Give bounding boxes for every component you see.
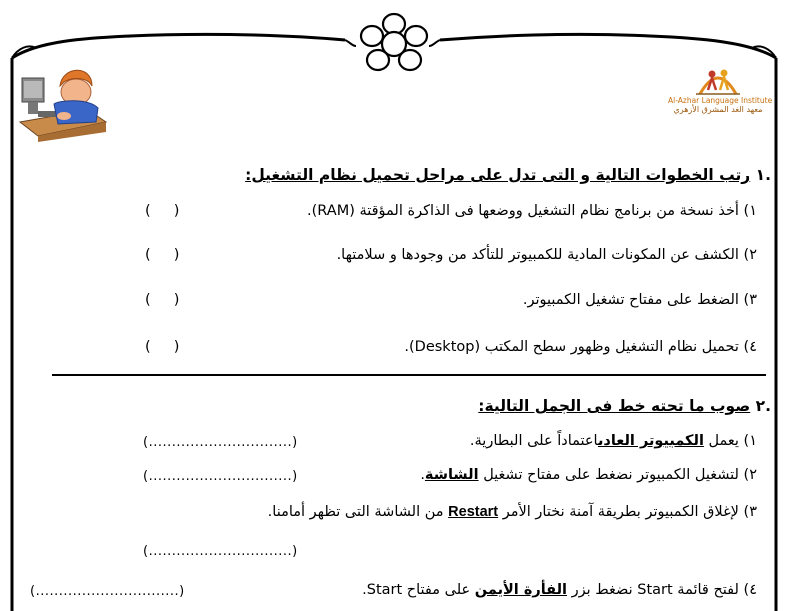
flower-icon: [356, 12, 432, 76]
q2-heading: [478, 397, 771, 415]
q2-item-4-pre: ٤) لفتح قائمة Start نضغط بزر: [567, 582, 757, 598]
q2-item-4: [362, 582, 757, 598]
q2-item-3-post: من الشاشة التى تظهر أمامنا.: [267, 504, 449, 520]
q1-heading: [245, 166, 771, 184]
q2-item-3-pre: ٣) لإغلاق الكمبيوتر بطريقة آمنة نختار الأمر: [498, 504, 757, 520]
institute-logo: [668, 60, 773, 114]
q1-answer-2[interactable]: ( ): [145, 247, 180, 263]
q2-item-1-underlined: الكمبيوتر العادى: [597, 433, 704, 449]
q2-item-2-post: .: [420, 467, 425, 483]
q2-item-2-underlined: الشاشة: [424, 467, 479, 483]
q1-answer-4[interactable]: ( ): [145, 339, 180, 355]
q2-item-2-pre: ٢) لتشغيل الكمبيوتر نضغط على مفتاح تشغيل: [478, 467, 757, 483]
q2-title: صوب ما تحته خط فى الجمل التالية:: [478, 397, 751, 415]
q2-item-1-post: اعتماداً على البطارية.: [469, 433, 598, 449]
q1-item-1: ١) أخذ نسخة من برنامج نظام التشغيل ووضعها فى الذاكرة المؤقتة (RAM).: [307, 203, 757, 219]
q2-answer-1[interactable]: (...............................): [143, 435, 298, 450]
q2-number: .٢: [755, 397, 771, 415]
q1-answer-3[interactable]: ( ): [145, 292, 180, 308]
q1-item-2: ٢) الكشف عن المكونات المادية للكمبيوتر للتأكد من وجودها و سلامتها.: [336, 247, 757, 263]
q2-item-2: [420, 467, 757, 483]
q1-item-3: ٣) الضغط على مفتاح تشغيل الكمبيوتر.: [522, 292, 757, 308]
logo-text-en: Al-Azhar Language Institute: [668, 96, 773, 105]
q2-item-4-underlined: الفأرة الأيمن: [474, 582, 568, 598]
q2-item-1-pre: ١) يعمل: [703, 433, 757, 449]
logo-emblem-icon: [668, 60, 768, 96]
q2-item-3: [268, 504, 757, 520]
q1-number: .١: [755, 166, 771, 184]
q2-answer-2[interactable]: (...............................): [143, 469, 298, 484]
section-divider: [52, 374, 766, 376]
q2-item-1: [470, 433, 757, 449]
logo-text-ar: معهد الغد المشرق الأزهري: [673, 105, 763, 114]
q2-item-4-post: على مفتاح Start.: [362, 582, 475, 598]
q1-title: رتب الخطوات التالية و التى تدل على مراحل تحميل نظام التشغيل:: [245, 166, 751, 184]
q2-answer-4[interactable]: (...............................): [30, 584, 185, 599]
student-at-computer-icon: [18, 56, 108, 142]
q1-answer-1[interactable]: ( ): [145, 203, 180, 219]
q2-answer-3[interactable]: (...............................): [143, 544, 298, 559]
q2-item-3-underlined: Restart: [448, 504, 499, 520]
q1-item-4: ٤) تحميل نظام التشغيل وظهور سطح المكتب (Desktop).: [404, 339, 757, 355]
